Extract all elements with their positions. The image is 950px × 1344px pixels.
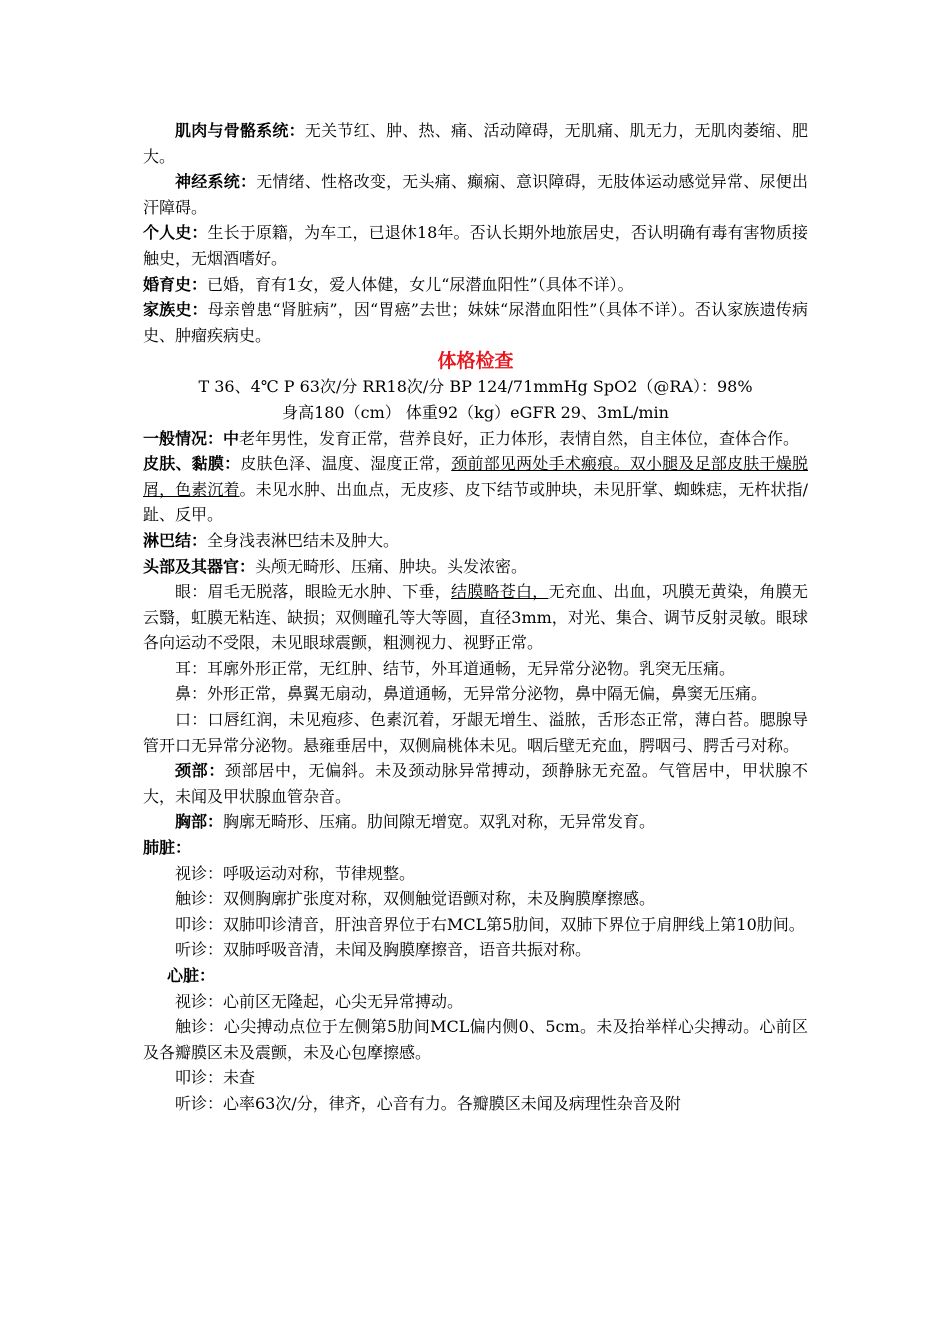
section-text: 颈部居中，无偏斜。未及颈动脉异常搏动，颈静脉无充盈。气管居中，甲状腺不大，未闻及甲状腺血管杂音。 bbox=[143, 761, 808, 806]
section-label: 耳： bbox=[175, 658, 208, 678]
section-text: 老年男性，发育正常，营养良好，正力体形，表情自然，自主体位，查体合作。 bbox=[239, 428, 800, 448]
heart-percussion: 叩诊：未查 bbox=[175, 1068, 256, 1088]
skin-paragraph bbox=[143, 451, 808, 528]
musculoskeletal-paragraph bbox=[143, 118, 808, 169]
chest-paragraph bbox=[143, 809, 808, 835]
section-label: 眼： bbox=[175, 582, 208, 602]
document-page bbox=[143, 118, 808, 1117]
vitals-line-1: T 36、4℃ P 63次/分 RR18次/分 BP 124/71mmHg SpO2（@RA）：98% bbox=[198, 377, 753, 397]
section-label: 鼻： bbox=[175, 684, 208, 704]
section-text: 。未见水肿、出血点，无皮疹、皮下结节或肿块，未见肝掌、蜘蛛痣，无杵状指/趾、反甲。 bbox=[143, 479, 808, 525]
family-history-paragraph bbox=[143, 297, 808, 348]
section-text: 外形正常，鼻翼无扇动，鼻道通畅，无异常分泌物，鼻中隔无偏，鼻窦无压痛。 bbox=[207, 684, 768, 704]
neuro-paragraph bbox=[143, 169, 808, 220]
head-paragraph bbox=[143, 554, 808, 580]
vitals-line-2: 身高180（cm） 体重92（kg）eGFR 29、3mL/min bbox=[282, 402, 669, 422]
section-text: 无关节红、肿、热、痛、活动障碍，无肌痛、肌无力，无肌肉萎缩、肥大。 bbox=[143, 121, 808, 166]
section-text: 母亲曾患“肾脏病”，因“胃癌”去世；妹妹“尿潜血阳性”（具体不详）。否认家族遗传病史、肿瘤疾病史。 bbox=[143, 300, 808, 345]
section-label: 皮肤、黏膜： bbox=[143, 454, 241, 474]
lung-percussion: 叩诊：双肺叩诊清音，肝浊音界位于右MCL第5肋间，双肺下界位于肩胛线上第10肋间。 bbox=[175, 914, 805, 934]
underlined-finding: 结膜略苍白， bbox=[451, 582, 549, 602]
marital-history-paragraph bbox=[143, 272, 808, 298]
lymph-paragraph bbox=[143, 528, 808, 554]
section-label: 肌肉与骨骼系统： bbox=[175, 121, 305, 140]
section-text: 耳廓外形正常，无红肿、结节，外耳道通畅，无异常分泌物。乳突无压痛。 bbox=[207, 658, 736, 678]
section-text: 眉毛无脱落，眼睑无水肿、下垂， bbox=[207, 582, 452, 602]
section-label: 口： bbox=[175, 710, 208, 730]
underlined-finding: 颈前部见两处手术瘢痕。双小腿及足部皮肤干燥脱屑，色素沉着 bbox=[143, 454, 808, 499]
heart-palpation: 触诊：心尖搏动点位于左侧第5肋间MCL偏内侧0、5cm。未及抬举样心尖搏动。心前区及各瓣膜区未及震颤，未及心包摩擦感。 bbox=[143, 1017, 808, 1062]
lung-auscultation: 听诊：双肺呼吸音清，未闻及胸膜摩擦音，语音共振对称。 bbox=[175, 940, 592, 960]
lung-palpation: 触诊：双侧胸廓扩张度对称，双侧触觉语颤对称，未及胸膜摩擦感。 bbox=[175, 889, 656, 909]
section-text: 胸廓无畸形、压痛。肋间隙无增宽。双乳对称，无异常发育。 bbox=[223, 812, 656, 832]
section-label: 颈部： bbox=[175, 761, 226, 781]
section-label: 一般情况：中 bbox=[143, 428, 240, 448]
ear-paragraph bbox=[143, 656, 808, 682]
mouth-paragraph bbox=[143, 707, 808, 758]
lung-inspection: 视诊：呼吸运动对称，节律规整。 bbox=[175, 863, 416, 883]
section-text: 全身浅表淋巴结未及肿大。 bbox=[207, 530, 400, 550]
eye-paragraph bbox=[143, 579, 808, 656]
section-text: 生长于原籍，为车工，已退休18年。否认长期外地旅居史，否认明确有毒有害物质接触史，无烟酒嗜好。 bbox=[143, 223, 808, 268]
exam-title: 体格检查 bbox=[437, 350, 514, 373]
neck-paragraph bbox=[143, 758, 808, 809]
section-label: 头部及其器官： bbox=[143, 556, 256, 576]
nose-paragraph bbox=[143, 681, 808, 707]
section-text: 无情绪、性格改变，无头痛、癫痫、意识障碍，无肢体运动感觉异常、尿便出汗障碍。 bbox=[143, 172, 808, 217]
heart-heading: 心脏： bbox=[167, 966, 216, 985]
section-text: 已婚，育有1女，爱人体健，女儿“尿潜血阳性”（具体不详）。 bbox=[207, 274, 634, 294]
section-label: 淋巴结： bbox=[143, 530, 208, 550]
section-text: 头颅无畸形、压痛、肿块。头发浓密。 bbox=[255, 556, 528, 576]
section-text: 皮肤色泽、温度、湿度正常， bbox=[240, 454, 452, 474]
section-label: 胸部： bbox=[175, 812, 224, 832]
section-text: 无充血、出血，巩膜无黄染，角膜无云翳，虹膜无粘连、缺损；双侧瞳孔等大等圆，直径3mm，对光、集合、调节反射灵敏。眼球各向运动不受限，未见眼球震颤，粗测视力、视野正常。 bbox=[143, 582, 808, 653]
section-label: 婚育史： bbox=[143, 274, 208, 294]
heart-auscultation: 听诊：心率63次/分，律齐，心音有力。各瓣膜区未闻及病理性杂音及附 bbox=[175, 1093, 681, 1113]
section-text: 口唇红润，未见疱疹、色素沉着，牙龈无增生、溢脓，舌形态正常，薄白苔。腮腺导管开口无异常分泌物。悬雍垂居中，双侧扁桃体未见。咽后壁无充血，腭咽弓、腭舌弓对称。 bbox=[143, 710, 808, 755]
general-paragraph bbox=[143, 426, 808, 452]
section-label: 家族史： bbox=[143, 300, 208, 320]
lung-heading: 肺脏： bbox=[143, 838, 192, 858]
personal-history-paragraph bbox=[143, 220, 808, 271]
section-label: 神经系统： bbox=[175, 172, 257, 192]
heart-inspection: 视诊：心前区无隆起，心尖无异常搏动。 bbox=[175, 991, 464, 1011]
section-label: 个人史： bbox=[143, 223, 208, 243]
